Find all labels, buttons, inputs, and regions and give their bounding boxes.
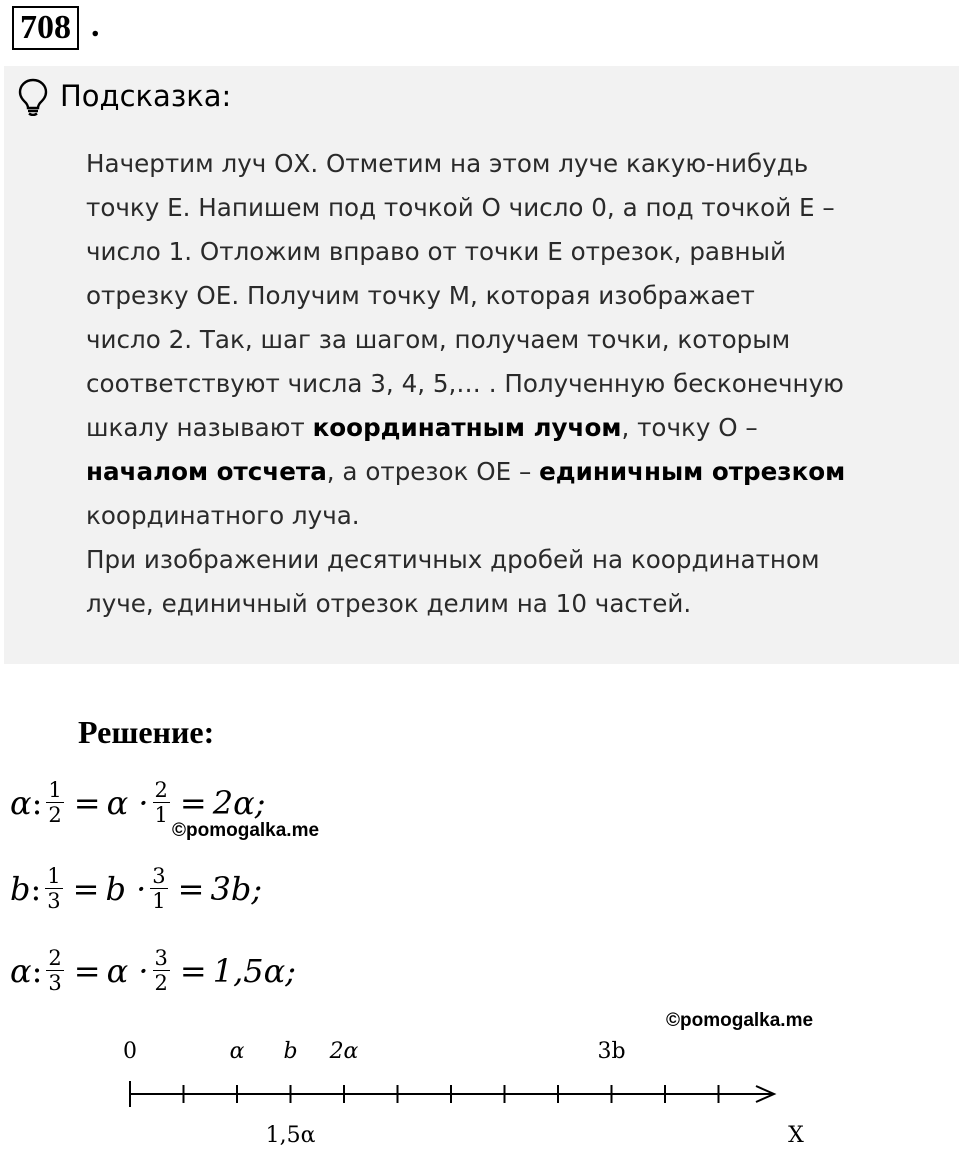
denominator: 3 [48,971,62,995]
equals-sign: = [179,783,207,822]
eq-variable: α [10,951,32,990]
watermark: ©pomogalka.me [172,820,320,841]
numerator: 1 [48,778,62,802]
ray-label-above: 0 [123,1039,137,1064]
hint-line: точку Е. Напишем под точкой О число 0, а под точкой Е – [86,193,835,222]
hint-line: число 2. Так, шаг за шагом, получаем точки, которым [86,325,791,354]
numerator: 2 [48,946,62,970]
hint-line: Начертим луч ОХ. Отметим на этом луче какую-нибудь [86,149,809,178]
numerator: 2 [154,778,168,802]
eq-result: 2α; [212,783,266,822]
eq-variable: α [10,783,32,822]
denominator: 1 [152,889,166,913]
denominator: 2 [48,803,62,827]
numerator: 3 [152,864,166,888]
ray-axis-label: X [788,1123,804,1148]
equals-sign: = [73,951,101,990]
term-coordinate-ray: координатным лучом [312,413,622,442]
eq-product: α · [106,783,149,822]
ray-label-above: 3b [597,1039,626,1064]
denominator: 3 [47,889,61,913]
solution-title: Решение: [78,714,215,750]
eq-colon: : [31,951,43,990]
ray-label-below: 1,5α [265,1123,316,1148]
problem-number-dot: . [91,7,100,44]
eq-product: α · [106,951,149,990]
hint-line: При изображении десятичных дробей на координатном [86,545,820,574]
term-origin: началом отсчета [86,457,327,486]
hint-line: отрезку ОЕ. Получим точку М, которая изображает [86,281,755,310]
numerator: 3 [154,946,168,970]
ray-label-above: 2α [329,1039,359,1064]
hint-line: луче, единичный отрезок делим на 10 частей. [86,589,692,618]
ray-label-above: b [283,1039,298,1064]
equals-sign: = [73,783,101,822]
eq-colon: : [30,869,42,908]
denominator: 2 [154,971,168,995]
hint-text-fragment: , точку О – [621,413,758,442]
hint-text-fragment: шкалу называют [86,413,313,442]
eq-product: b · [105,869,147,908]
eq-variable: b [10,869,31,908]
numerator: 1 [47,864,61,888]
hint-line: координатного луча. [86,501,360,530]
equals-sign: = [177,869,205,908]
hint-line: число 1. Отложим вправо от точки Е отрезок, равный [86,237,786,266]
equals-sign: = [179,951,207,990]
eq-colon: : [31,783,43,822]
watermark: ©pomogalka.me [666,1010,814,1031]
denominator: 1 [154,803,168,827]
eq-result: 3b; [210,869,263,908]
equals-sign: = [72,869,100,908]
problem-number: 708 [12,6,79,50]
term-unit-segment: единичным отрезком [539,457,846,486]
hint-text-fragment: , а отрезок ОЕ – [326,457,540,486]
ray-label-above: α [229,1039,245,1064]
eq-result: 1,5α; [212,951,296,990]
hint-line: соответствуют числа 3, 4, 5,… . Полученную бесконечную [86,369,844,398]
hint-title: Подсказка: [60,79,232,113]
